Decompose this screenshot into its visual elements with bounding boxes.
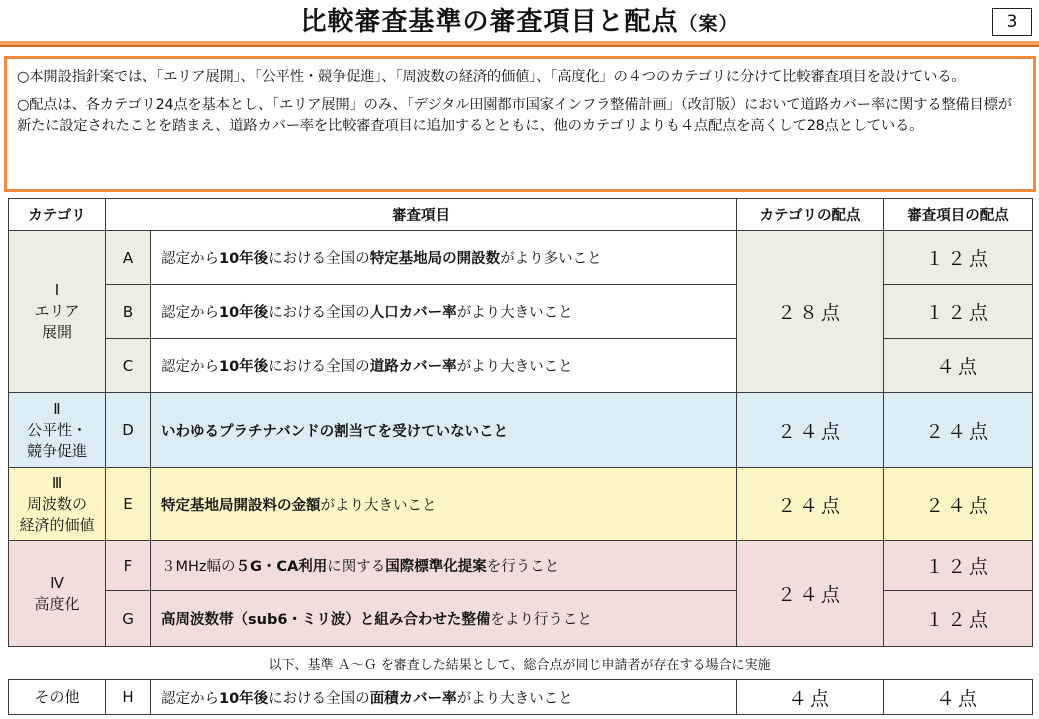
item-letter: H	[106, 680, 151, 715]
item-points: ４点	[884, 339, 1033, 393]
item-letter: A	[106, 231, 151, 285]
item-description: 認定から10年後における全国の人口カバー率がより大きいこと	[151, 285, 737, 339]
category-points: ２４点	[737, 393, 884, 468]
item-points: １２点	[884, 285, 1033, 339]
category-name: 公平性・	[26, 420, 87, 439]
category-name: エリア	[34, 302, 80, 320]
table-row	[9, 231, 1033, 285]
category-name: 競争促進	[26, 441, 87, 460]
header-category-points: カテゴリの配点	[737, 199, 884, 231]
header-item-points: 審査項目の配点	[884, 199, 1033, 231]
item-points: ４点	[884, 680, 1033, 715]
table-row	[9, 541, 1033, 591]
category-cell-advancement	[9, 541, 106, 647]
table-row	[9, 393, 1033, 468]
category-name: 周波数の	[26, 494, 87, 513]
table-row	[9, 468, 1033, 541]
item-letter: G	[106, 591, 151, 647]
item-letter: D	[106, 393, 151, 468]
header-item: 審査項目	[106, 199, 737, 231]
summary-box	[4, 56, 1036, 192]
category-points: ２４点	[737, 468, 884, 541]
table-header-row	[9, 199, 1033, 231]
item-letter: E	[106, 468, 151, 541]
item-letter: B	[106, 285, 151, 339]
category-cell-area	[9, 231, 106, 393]
item-points: １２点	[884, 541, 1033, 591]
other-category: その他	[9, 680, 106, 715]
title-main: 比較審査基準の審査項目と配点	[300, 7, 679, 37]
category-numeral: Ⅲ	[51, 473, 63, 492]
item-points: １２点	[884, 591, 1033, 647]
category-points: ２４点	[737, 541, 884, 647]
category-points: ２８点	[737, 231, 884, 393]
item-description: いわゆるプラチナバンドの割当てを受けていないこと	[151, 393, 737, 468]
category-numeral: Ⅰ	[54, 281, 60, 299]
item-description: 認定から10年後における全国の面積カバー率がより大きいこと	[151, 680, 737, 715]
page-number: 3	[992, 8, 1032, 36]
category-numeral: Ⅱ	[53, 399, 61, 418]
item-points: １２点	[884, 231, 1033, 285]
category-numeral: Ⅳ	[50, 573, 64, 592]
category-cell-fairness	[9, 393, 106, 468]
category-name: 経済的価値	[19, 515, 95, 534]
criteria-table	[8, 198, 1033, 647]
tiebreak-table	[8, 679, 1033, 715]
title-rule-dark	[0, 45, 1039, 47]
summary-paragraph-1: ○本開設指針案では、「エリア展開」、「公平性・競争促進」、「周波数の経済的価値」、「高度化」の４つのカテゴリに分けて比較審査項目を設けている。	[17, 69, 966, 85]
item-description: 認定から10年後における全国の道路カバー率がより大きいこと	[151, 339, 737, 393]
item-description: 高周波数帯（sub6・ミリ波）と組み合わせた整備をより行うこと	[151, 591, 737, 647]
item-description: 認定から10年後における全国の特定基地局の開設数がより多いこと	[151, 231, 737, 285]
page-title	[0, 4, 1039, 42]
header-category: カテゴリ	[9, 199, 106, 231]
item-letter: C	[106, 339, 151, 393]
category-points: ４点	[737, 680, 884, 715]
item-letter: F	[106, 541, 151, 591]
item-description: 特定基地局開設料の金額がより大きいこと	[151, 468, 737, 541]
title-suffix: （案）	[678, 13, 739, 35]
item-points: ２４点	[884, 393, 1033, 468]
category-name: 展開	[41, 323, 72, 341]
item-description: ３MHz幅の５G・CA利用に関する国際標準化提案を行うこと	[151, 541, 737, 591]
table-row	[9, 680, 1033, 715]
summary-paragraph-2: ○配点は、各カテゴリ24点を基本とし、「エリア展開」のみ、「デジタル田園都市国家インフラ整備計画」（改訂版）において道路カバー率に関する整備目標が新たに設定されたことを踏まえ、道路カバー率を比較審査項目に追加するとともに、他のカテゴリよりも４点配点を高くして28点としている。	[17, 97, 1012, 134]
item-points: ２４点	[884, 468, 1033, 541]
category-name: 高度化	[34, 594, 80, 613]
category-cell-economic-value	[9, 468, 106, 541]
tiebreak-note: 以下、基準 Ａ～Ｇ を審査した結果として、総合点が同じ申請者が存在する場合に実施	[268, 658, 771, 673]
